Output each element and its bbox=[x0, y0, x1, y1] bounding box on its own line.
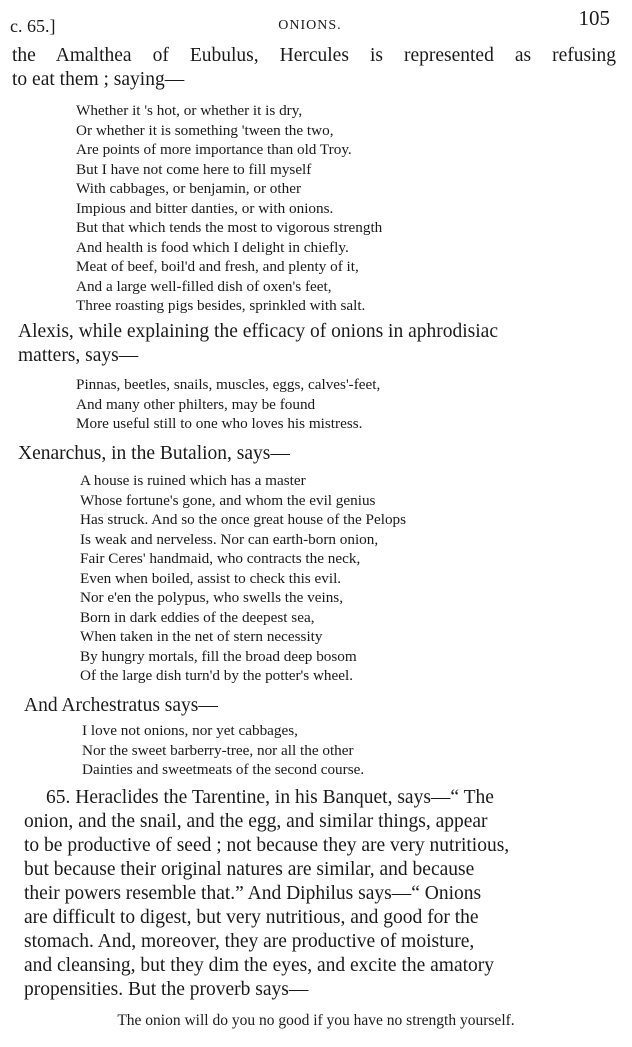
verse-line: Whose fortune's gone, and whom the evil genius bbox=[80, 491, 376, 509]
text-line: Xenarchus, in the Butalion, says— bbox=[18, 443, 290, 464]
verse-line: When taken in the net of stern necessity bbox=[80, 628, 323, 645]
verse-line: Dainties and sweetmeats of the second course. bbox=[82, 761, 365, 778]
verse-line: Fair Ceres' handmaid, who contracts the neck, bbox=[80, 550, 361, 567]
verse-line: And health is food which I delight in chiefly. bbox=[76, 238, 349, 256]
text-line: to be productive of seed ; not because they are very nutritious, bbox=[24, 835, 510, 856]
running-title: ONIONS. bbox=[278, 18, 342, 33]
text-line: And Archestratus says— bbox=[24, 695, 218, 716]
verse-line: By hungry mortals, fill the broad deep bosom bbox=[80, 647, 357, 665]
text-line: onion, and the snail, and the egg, and similar things, appear bbox=[24, 811, 488, 832]
paragraph-heraclides bbox=[24, 786, 614, 810]
verse-line: More useful still to one who loves his mistress. bbox=[76, 415, 363, 432]
verse-line: Whether it 's hot, or whether it is dry, bbox=[76, 102, 303, 119]
verse-line: Are points of more importance than old Troy. bbox=[76, 141, 352, 158]
verse-line: Even when boiled, assist to check this evil. bbox=[80, 569, 342, 587]
text-line: the Amalthea of Eubulus, Hercules is represented as refusing bbox=[12, 45, 616, 66]
verse-line: Three roasting pigs besides, sprinkled with salt. bbox=[76, 297, 366, 314]
text-line: their powers resemble that.” And Diphilus says—“ Onions bbox=[24, 883, 482, 904]
verse-alexis bbox=[76, 375, 380, 434]
verse-line: Born in dark eddies of the deepest sea, bbox=[80, 608, 315, 626]
verse-line: Of the large dish turn'd by the potter's wheel. bbox=[80, 667, 354, 684]
text-line: to eat them ; saying— bbox=[12, 69, 185, 90]
verse-line: Nor e'en the polypus, who swells the veins, bbox=[80, 589, 343, 606]
verse-line: And a large well-filled dish of oxen's feet, bbox=[76, 277, 332, 295]
verse-line: Is weak and nerveless. Nor can earth-born onion, bbox=[80, 530, 379, 548]
paragraph-archestratus bbox=[24, 694, 628, 718]
paragraph-alexis bbox=[18, 320, 612, 368]
verse-eubulus bbox=[76, 101, 382, 316]
verse-line: And many other philters, may be found bbox=[76, 395, 316, 413]
text-line: propensities. But the proverb says— bbox=[24, 979, 309, 1000]
paragraph-eubulus bbox=[12, 44, 616, 92]
text-line: are difficult to digest, but very nutritious, and good for the bbox=[24, 907, 479, 928]
section-reference: c. 65.] bbox=[10, 16, 56, 36]
text-line: but because their original natures are similar, and because bbox=[24, 859, 475, 880]
text-line: and cleansing, but they dim the eyes, and excite the amatory bbox=[24, 955, 495, 976]
running-header bbox=[10, 6, 610, 36]
verse-line: With cabbages, or benjamin, or other bbox=[76, 180, 302, 197]
proverb-line bbox=[0, 1012, 632, 1030]
text-line: Alexis, while explaining the efficacy of onions in aphrodisiac bbox=[18, 321, 498, 342]
text-line: matters, says— bbox=[18, 345, 139, 366]
verse-line: Nor the sweet barberry-tree, nor all the other bbox=[82, 741, 354, 759]
text-line: 65. Heraclides the Tarentine, in his Banquet, says—“ The bbox=[46, 787, 494, 808]
paragraph-xenarchus bbox=[18, 442, 622, 466]
verse-line: Meat of beef, boil'd and fresh, and plenty of it, bbox=[76, 258, 359, 275]
verse-line: Has struck. And so the once great house of the Pelops bbox=[80, 511, 407, 528]
paragraph-heraclides-body bbox=[24, 810, 614, 1002]
verse-xenarchus bbox=[80, 471, 406, 686]
verse-line: Impious and bitter danties, or with onions. bbox=[76, 199, 334, 217]
verse-line: The onion will do you no good if you have no strength yourself. bbox=[117, 1012, 515, 1029]
verse-line: Or whether it is something 'tween the two, bbox=[76, 121, 334, 139]
verse-line: But that which tends the most to vigorous strength bbox=[76, 219, 383, 236]
text-line: stomach. And, moreover, they are productive of moisture, bbox=[24, 931, 475, 952]
verse-archestratus bbox=[82, 721, 364, 780]
verse-line: But I have not come here to fill myself bbox=[76, 160, 312, 178]
verse-line: I love not onions, nor yet cabbages, bbox=[82, 722, 298, 739]
page-number: 105 bbox=[578, 6, 610, 30]
verse-line: A house is ruined which has a master bbox=[80, 472, 306, 489]
verse-line: Pinnas, beetles, snails, muscles, eggs, calves'-feet, bbox=[76, 376, 381, 393]
